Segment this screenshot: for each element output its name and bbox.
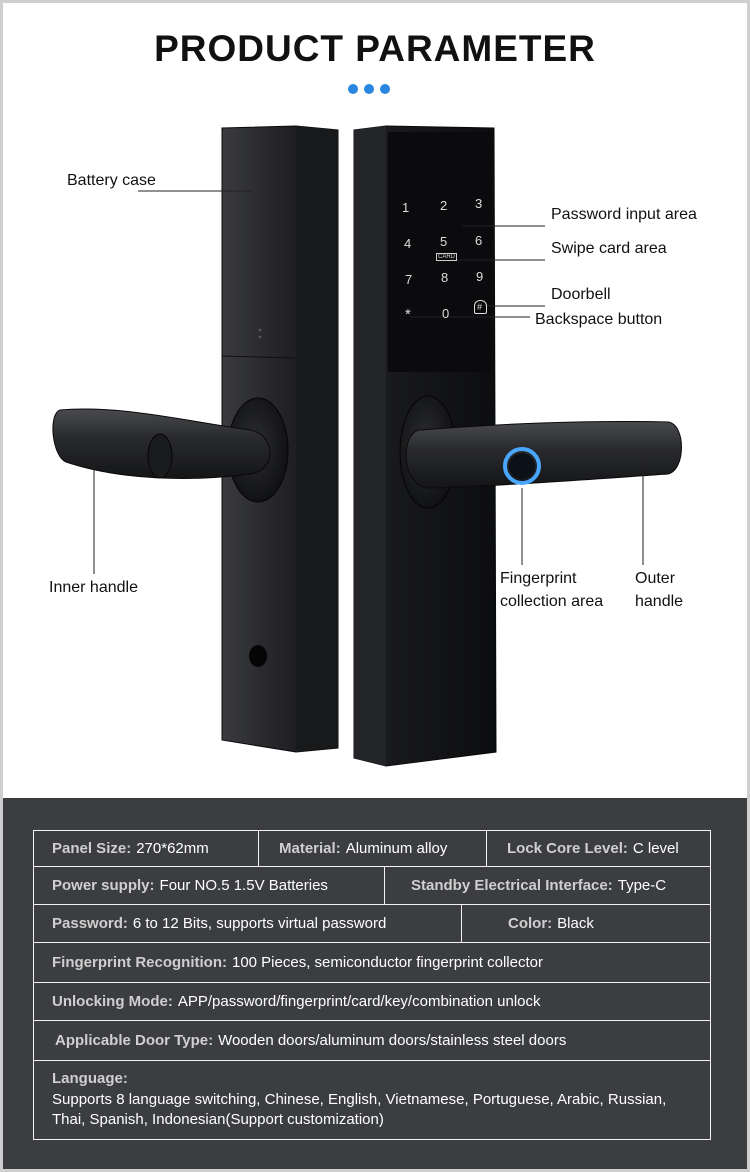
label-outer-handle-1: Outer <box>635 570 676 587</box>
label-battery-case: Battery case <box>67 172 156 189</box>
key-3[interactable]: 3 <box>475 196 483 211</box>
spec-unlocking-mode: Unlocking Mode: APP/password/fingerprint/card/key/combination unlock <box>52 993 541 1010</box>
key-hash[interactable]: # <box>477 302 483 312</box>
card-icon: CARD <box>438 254 456 260</box>
spec-color: Color: Black <box>461 905 710 942</box>
table-row <box>34 943 710 983</box>
inner-handle <box>53 398 288 502</box>
label-fingerprint-area-2: collection area <box>500 593 604 610</box>
key-9[interactable]: 9 <box>476 269 484 284</box>
outer-handle <box>400 396 682 508</box>
label-backspace-button: Backspace button <box>535 311 663 328</box>
table-row <box>34 1021 710 1061</box>
key-7[interactable]: 7 <box>405 272 413 287</box>
key-5[interactable]: 5 <box>440 234 448 249</box>
table-row <box>34 905 710 943</box>
key-2[interactable]: 2 <box>440 198 448 213</box>
spec-power-supply: Power supply: Four NO.5 1.5V Batteries <box>52 877 328 894</box>
spec-password: Password: 6 to 12 Bits, supports virtual password <box>52 915 387 932</box>
spec-fingerprint: Fingerprint Recognition: 100 Pieces, semiconductor fingerprint collector <box>52 954 543 971</box>
table-row <box>34 983 710 1021</box>
table-row <box>34 867 710 905</box>
label-doorbell: Doorbell <box>551 286 611 303</box>
key-1[interactable]: 1 <box>402 200 410 215</box>
key-6[interactable]: 6 <box>475 233 483 248</box>
spec-material: Material: Aluminum alloy <box>258 831 486 866</box>
parameter-table <box>33 830 711 1140</box>
spec-door-type: Applicable Door Type: Wooden doors/aluminum doors/stainless steel doors <box>55 1032 567 1049</box>
key-4[interactable]: 4 <box>404 236 412 251</box>
key-star[interactable]: * <box>405 306 411 323</box>
label-outer-handle-2: handle <box>635 593 684 610</box>
key-0[interactable]: 0 <box>442 306 450 321</box>
spec-panel-size: Panel Size: 270*62mm <box>52 840 209 857</box>
keypad <box>396 196 492 324</box>
key-8[interactable]: 8 <box>441 270 449 285</box>
table-row <box>34 831 710 867</box>
spec-language: Language: Supports 8 language switching, Chinese, English, Vietnamese, Portuguese, Arabic, Russian, Thai, Spanish, Indonesian(Support customization) <box>52 1070 667 1128</box>
label-swipe-card-area: Swipe card area <box>551 240 667 257</box>
label-password-input-area: Password input area <box>551 206 697 223</box>
spec-standby-interface: Standby Electrical Interface: Type-C <box>384 867 710 904</box>
page-title: PRODUCT PARAMETER <box>154 28 596 69</box>
table-row <box>34 1061 710 1139</box>
label-inner-handle: Inner handle <box>49 579 138 596</box>
label-fingerprint-area-1: Fingerprint <box>500 570 577 587</box>
spec-lock-core: Lock Core Level: C level <box>486 831 710 866</box>
